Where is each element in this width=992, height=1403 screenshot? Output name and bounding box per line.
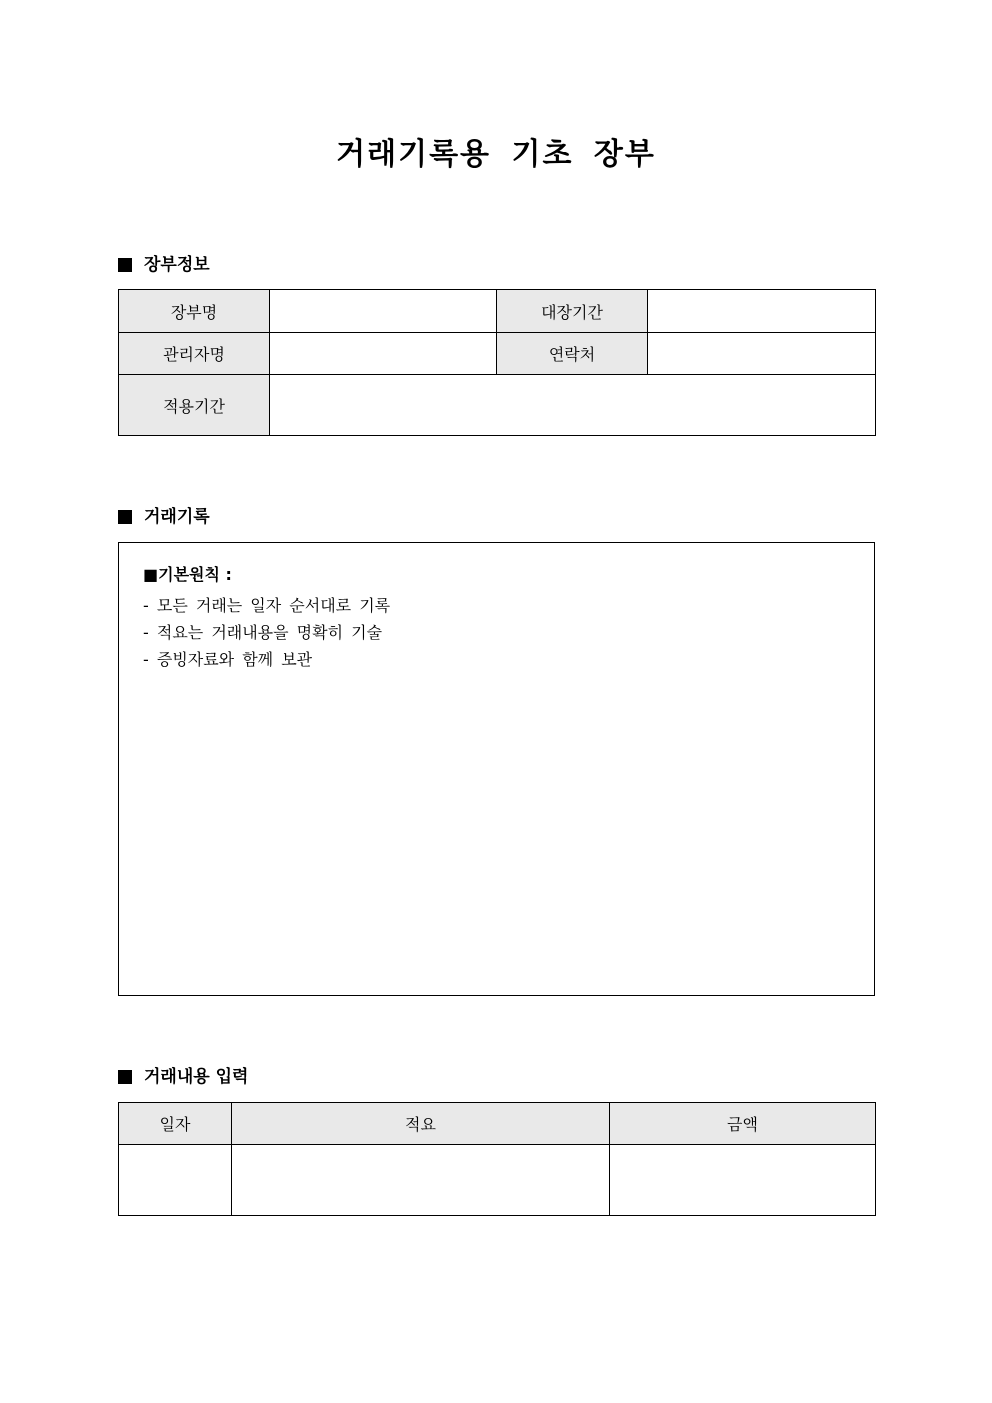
ledger-info-heading (118, 253, 210, 277)
summary-cell[interactable] (232, 1145, 610, 1216)
column-header-date: 일자 (119, 1103, 232, 1145)
square-bullet-icon (118, 1070, 132, 1084)
list-item: - 증빙자료와 함께 보관 (143, 650, 313, 669)
table-row (119, 333, 876, 375)
square-bullet-icon (118, 258, 132, 272)
applicable-period-label: 적용기간 (119, 375, 270, 436)
table-row (119, 1145, 876, 1216)
contact-field[interactable] (648, 333, 876, 375)
date-cell[interactable] (119, 1145, 232, 1216)
transaction-record-heading-text: 거래기록 (144, 507, 210, 527)
transaction-entry-heading (118, 1065, 248, 1089)
basic-principles-title: ■기본원칙 : (143, 565, 232, 584)
contact-label: 연락처 (497, 333, 648, 375)
manager-name-label: 관리자명 (119, 333, 270, 375)
document-title: 거래기록용 기초 장부 (336, 137, 656, 172)
list-item: - 모든 거래는 일자 순서대로 기록 (143, 596, 391, 615)
column-header-amount: 금액 (610, 1103, 876, 1145)
ledger-name-field[interactable] (270, 290, 497, 333)
manager-name-field[interactable] (270, 333, 497, 375)
ledger-period-label: 대장기간 (497, 290, 648, 333)
square-bullet-icon (118, 510, 132, 524)
transaction-record-heading (118, 505, 210, 529)
applicable-period-field[interactable] (270, 375, 876, 436)
ledger-info-heading-text: 장부정보 (144, 255, 210, 275)
transaction-entry-table (118, 1102, 876, 1216)
table-row (119, 290, 876, 333)
amount-cell[interactable] (610, 1145, 876, 1216)
basic-principles-list (143, 592, 390, 673)
transaction-record-box[interactable] (118, 542, 875, 996)
table-row (119, 375, 876, 436)
transaction-entry-heading-text: 거래내용 입력 (144, 1067, 249, 1087)
ledger-info-table (118, 289, 876, 436)
ledger-name-label: 장부명 (119, 290, 270, 333)
list-item: - 적요는 거래내용을 명확히 기술 (143, 623, 383, 642)
column-header-summary: 적요 (232, 1103, 610, 1145)
table-header-row (119, 1103, 876, 1145)
ledger-period-field[interactable] (648, 290, 876, 333)
